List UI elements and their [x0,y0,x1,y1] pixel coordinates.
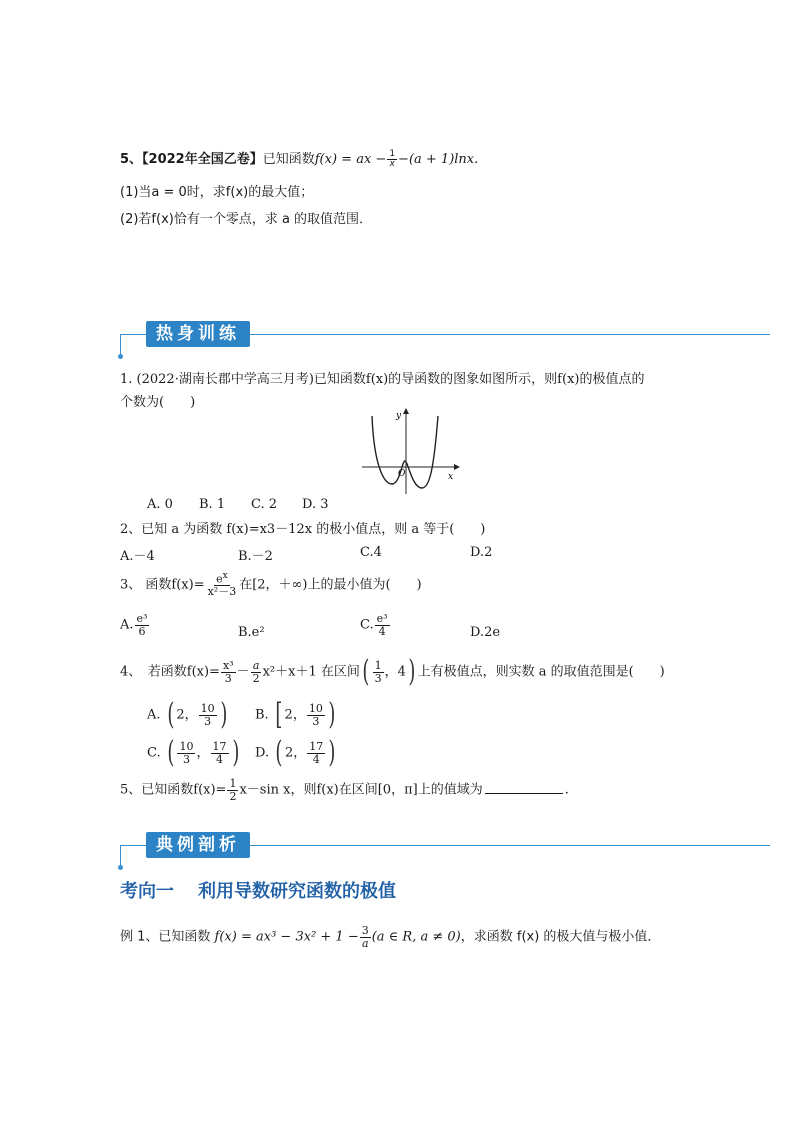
w4-option-d: D. ( 2， $\frac{17}{4}$ ) [255,735,336,770]
graph-y-arrow [403,408,409,414]
w3-option-c: C. $\frac{\text{e³}}{4}$ [360,612,388,638]
w1-option-c: C. 2 [251,497,278,512]
w5-answer-blank[interactable] [485,781,563,794]
w2-option-b: B.－2 [238,549,273,564]
w2-option-c: C.4 [360,545,382,560]
w3-option-b: B.e² [238,625,265,640]
w4-option-a: A. ( 2， $\frac{10}{3}$ ) [147,697,228,732]
w2-option-a: A.－4 [120,549,155,564]
w1-option-d: D. 3 [302,497,329,512]
q5-part2: (2)若f(x)恰有一个零点，求 a 的取值范围． [120,212,373,227]
section1-dot [118,354,123,359]
q5-func: f(x) = ax − [314,152,387,167]
w1-option-a: A. 0 [147,497,173,512]
q5-frac: $\frac{1}{x}$ [389,148,396,169]
topic1-title: 利用导数研究函数的极值 [198,881,396,902]
w3-option-d: D.2e [470,625,501,640]
graph-x-label: x [448,472,454,482]
w5-stem: 5、已知函数f(x)= $\frac{1}{2}$ x－sin x，则f(x)在区间[0，π]上的值域为 . [120,777,569,803]
w2-stem: 2、已知 a 为函数 f(x)=x3－12x 的极小值点，则 a 等于( ) [120,522,486,537]
w1-line2: 个数为( ) [120,395,196,410]
q5-prefix: 5、 [120,152,143,167]
section2-dot [118,865,123,870]
q5-stem [120,148,478,169]
q5-source: 【2022年全国乙卷】 [142,152,263,167]
graph-y-label: y [396,411,402,421]
section1-vert [120,334,121,356]
w3-stem: 3、 函数f(x)= $\frac{e^x}{\text{x²－3}}$ 在[2，＋∞)上的最小值为( ) [120,571,422,599]
w3-option-a: A. $\frac{\text{e³}}{6}$ [120,612,148,638]
graph-origin-label: O [398,469,406,479]
section2-vert [120,845,121,867]
w3-fraction: $\frac{e^x}{\text{x²－3}}$ [207,571,237,599]
ex1-stem: 例 1、已知函数 f(x) = ax³ − 3x² + 1 − $\frac{3}{a}$ (a ∈ R, a ≠ 0)，求函数 f(x) 的极大值与极小值． [120,924,661,950]
w1-line1: 1. (2022·湖南长郡中学高三月考)已知函数f(x)的导函数的图象如图所示，则f(x)的极值点的 [120,372,645,387]
q5-func-tail: −(a + 1)lnx. [398,152,479,167]
section2-badge: 典例剖析 [146,832,250,858]
q5-text: 已知函数 [262,152,315,167]
w2-option-d: D.2 [470,545,493,560]
w4-option-c: C. ( $\frac{10}{3}$ ， $\frac{17}{4}$ ) [147,735,239,770]
topic1-heading [120,877,396,903]
graph-x-arrow [454,464,460,470]
q5-part1: (1)当a = 0时，求f(x)的最大值； [120,185,314,200]
section1-badge: 热身训练 [146,321,250,347]
topic1-label: 考向一 [120,881,174,902]
w4-stem: 4、 若函数f(x)= $\frac{\text{x³}}{3}$ － $\frac{a}{2}$ x²＋x＋1 在区间( $\frac{1}{3}$ ，4) 上有极值点，则实数 a 的取值范围是( ) [120,654,665,689]
w4-option-b: B. [ 2， $\frac{10}{3}$ ) [255,697,336,732]
w1-derivative-graph [360,406,460,496]
w1-option-b: B. 1 [199,497,226,512]
